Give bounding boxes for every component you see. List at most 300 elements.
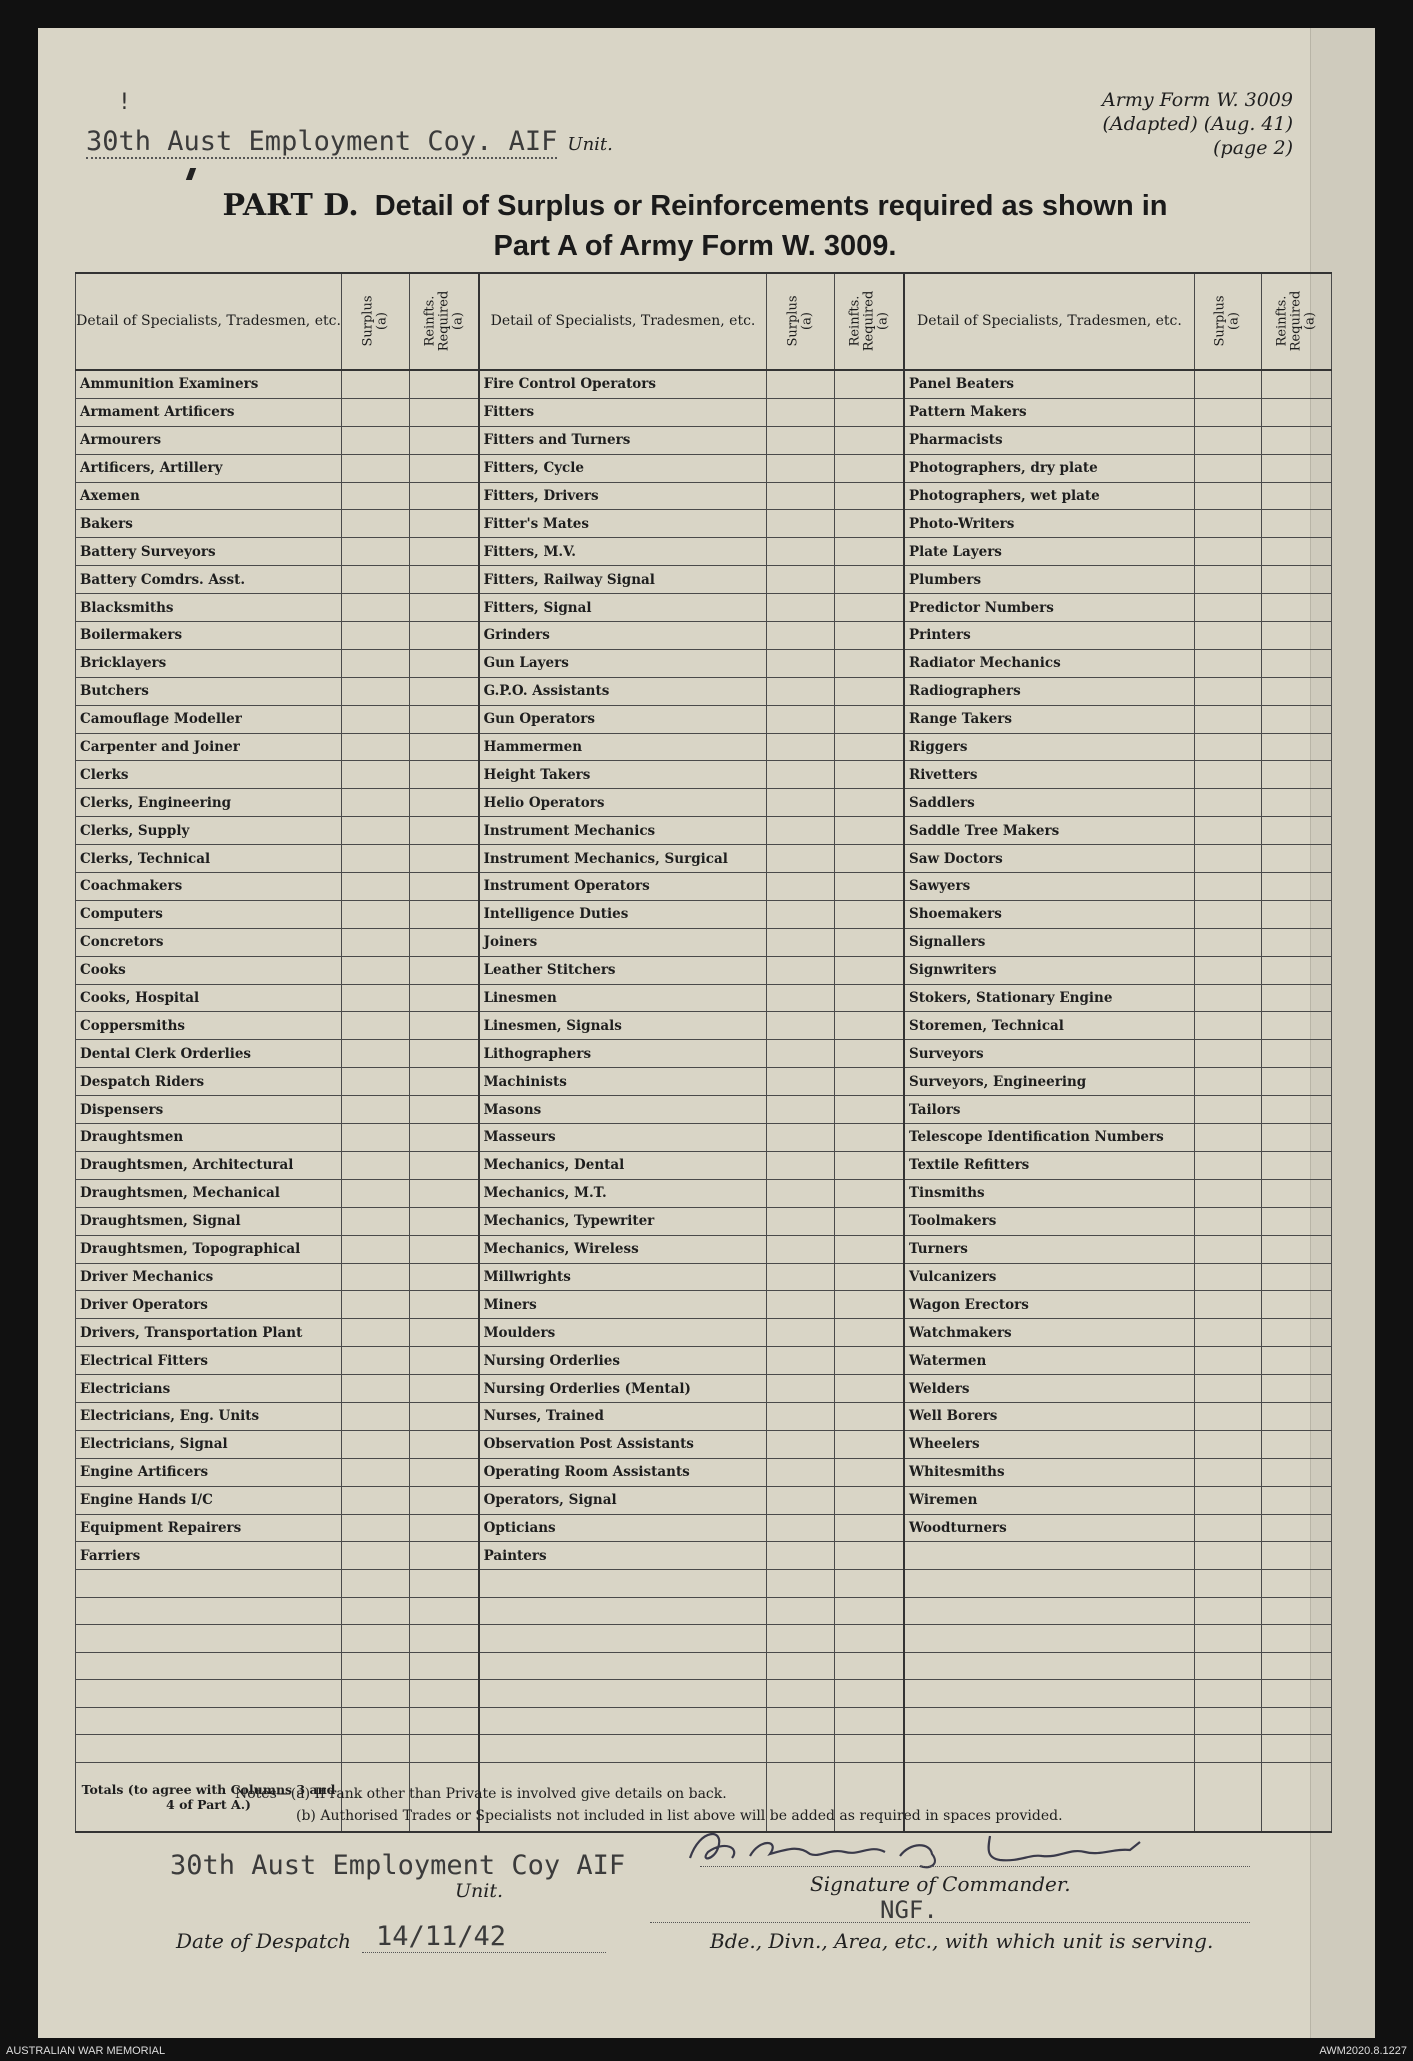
trade-name: Height Takers xyxy=(479,761,767,789)
trade-name: Equipment Repairers xyxy=(76,1514,342,1542)
count-cell xyxy=(835,1430,904,1458)
trade-name: Photographers, wet plate xyxy=(904,482,1194,510)
trade-name: Toolmakers xyxy=(904,1207,1194,1235)
trade-name: Drivers, Transportation Plant xyxy=(76,1319,342,1347)
count-cell xyxy=(835,928,904,956)
trade-name: Armament Artificers xyxy=(76,398,342,426)
count-cell xyxy=(410,873,479,901)
count-cell xyxy=(1194,1151,1261,1179)
count-cell xyxy=(1261,1207,1331,1235)
count-cell xyxy=(1194,454,1261,482)
trade-name: Stokers, Stationary Engine xyxy=(904,984,1194,1012)
count-cell xyxy=(767,705,835,733)
blank-cell xyxy=(410,1570,479,1598)
count-cell xyxy=(1194,845,1261,873)
table-row xyxy=(76,956,1332,984)
trade-name: Farriers xyxy=(76,1542,342,1570)
count-cell xyxy=(410,984,479,1012)
count-cell xyxy=(767,510,835,538)
count-cell xyxy=(342,733,410,761)
count-cell xyxy=(342,1542,410,1570)
count-cell xyxy=(342,817,410,845)
trade-name: Draughtsmen, Mechanical xyxy=(76,1179,342,1207)
trade-name: Nursing Orderlies xyxy=(479,1347,767,1375)
blank-cell xyxy=(410,1625,479,1653)
count-cell xyxy=(342,1040,410,1068)
blank-cell xyxy=(1261,1570,1331,1598)
count-cell xyxy=(1261,566,1331,594)
blank-cell xyxy=(835,1597,904,1625)
count-cell xyxy=(1194,622,1261,650)
count-cell xyxy=(1261,1375,1331,1403)
count-cell xyxy=(835,482,904,510)
trade-name: Bakers xyxy=(76,510,342,538)
trade-name: Range Takers xyxy=(904,705,1194,733)
count-cell xyxy=(1261,622,1331,650)
count-cell xyxy=(767,845,835,873)
blank-cell xyxy=(342,1707,410,1735)
blank-cell xyxy=(342,1652,410,1680)
blank-cell xyxy=(767,1652,835,1680)
header-reinfts-1: Reinfts. Required (a) xyxy=(410,273,479,370)
count-cell xyxy=(1261,733,1331,761)
trade-name: Whitesmiths xyxy=(904,1458,1194,1486)
table-row xyxy=(76,1263,1332,1291)
count-cell xyxy=(1194,1291,1261,1319)
footer-unit-label: Unit. xyxy=(455,1880,504,1902)
count-cell xyxy=(410,398,479,426)
footer-unit xyxy=(170,1850,625,1881)
count-cell xyxy=(767,817,835,845)
count-cell xyxy=(342,482,410,510)
form-number-line3: (page 2) xyxy=(1213,137,1293,159)
count-cell xyxy=(410,594,479,622)
blank-cell xyxy=(479,1652,767,1680)
blank-cell xyxy=(904,1597,1194,1625)
trade-name: Fire Control Operators xyxy=(479,370,767,398)
count-cell xyxy=(342,594,410,622)
count-cell xyxy=(342,1347,410,1375)
count-cell xyxy=(1261,1124,1331,1152)
count-cell xyxy=(767,1347,835,1375)
count-cell xyxy=(1261,1151,1331,1179)
count-cell xyxy=(410,1375,479,1403)
trade-name: Instrument Operators xyxy=(479,873,767,901)
footer-unit-typed: 30th Aust Employment Coy AIF xyxy=(170,1850,626,1881)
table-row xyxy=(76,1375,1332,1403)
count-cell xyxy=(410,1179,479,1207)
count-cell xyxy=(835,622,904,650)
count-cell xyxy=(1194,1263,1261,1291)
count-cell xyxy=(1194,1179,1261,1207)
unit-label: Unit. xyxy=(567,134,613,155)
blank-cell xyxy=(479,1707,767,1735)
trade-name: Nursing Orderlies (Mental) xyxy=(479,1375,767,1403)
trade-name: Surveyors, Engineering xyxy=(904,1068,1194,1096)
count-cell xyxy=(767,956,835,984)
table-row xyxy=(76,900,1332,928)
count-cell xyxy=(410,845,479,873)
trade-name: Mechanics, Dental xyxy=(479,1151,767,1179)
count-cell xyxy=(410,510,479,538)
table-row xyxy=(76,1068,1332,1096)
count-cell xyxy=(1261,1012,1331,1040)
count-cell xyxy=(767,1514,835,1542)
trade-name: Radiator Mechanics xyxy=(904,649,1194,677)
table-row xyxy=(76,426,1332,454)
count-cell xyxy=(342,1319,410,1347)
count-cell xyxy=(767,454,835,482)
blank-cell xyxy=(835,1570,904,1598)
count-cell xyxy=(767,733,835,761)
trade-name: Clerks, Technical xyxy=(76,845,342,873)
count-cell xyxy=(767,370,835,398)
despatch-date: 14/11/42 xyxy=(376,1921,507,1952)
trade-name: Dental Clerk Orderlies xyxy=(76,1040,342,1068)
blank-cell xyxy=(76,1597,342,1625)
count-cell xyxy=(1194,900,1261,928)
count-cell xyxy=(767,1235,835,1263)
count-cell xyxy=(342,1207,410,1235)
trade-name: Clerks, Supply xyxy=(76,817,342,845)
count-cell xyxy=(767,649,835,677)
blank-cell xyxy=(1194,1570,1261,1598)
blank-cell xyxy=(767,1680,835,1708)
count-cell xyxy=(767,1124,835,1152)
count-cell xyxy=(1194,1458,1261,1486)
count-cell xyxy=(835,1012,904,1040)
table-row xyxy=(76,1542,1332,1570)
count-cell xyxy=(410,928,479,956)
count-cell xyxy=(767,1542,835,1570)
blank-cell xyxy=(342,1680,410,1708)
count-cell xyxy=(410,1430,479,1458)
table-row xyxy=(76,1430,1332,1458)
count-cell xyxy=(342,900,410,928)
count-cell xyxy=(1194,1012,1261,1040)
blank-cell xyxy=(1194,1707,1261,1735)
blank-row xyxy=(76,1707,1332,1735)
count-cell xyxy=(767,1458,835,1486)
blank-cell xyxy=(1194,1680,1261,1708)
count-cell xyxy=(767,566,835,594)
count-cell xyxy=(835,1151,904,1179)
count-cell xyxy=(1261,677,1331,705)
table-row xyxy=(76,1012,1332,1040)
count-cell xyxy=(1194,1542,1261,1570)
count-cell xyxy=(342,1151,410,1179)
blank-cell xyxy=(479,1597,767,1625)
table-row xyxy=(76,566,1332,594)
count-cell xyxy=(767,1179,835,1207)
trade-name: Cooks, Hospital xyxy=(76,984,342,1012)
trade-name: Intelligence Duties xyxy=(479,900,767,928)
blank-cell xyxy=(1261,1707,1331,1735)
count-cell xyxy=(410,454,479,482)
count-cell xyxy=(767,1263,835,1291)
count-cell xyxy=(342,984,410,1012)
count-cell xyxy=(1194,370,1261,398)
count-cell xyxy=(342,1096,410,1124)
count-cell xyxy=(835,789,904,817)
trade-name: Predictor Numbers xyxy=(904,594,1194,622)
count-cell xyxy=(1194,1514,1261,1542)
header-surplus-3: Surplus (a) xyxy=(1194,273,1261,370)
table-row xyxy=(76,789,1332,817)
blank-cell xyxy=(904,1735,1194,1763)
trade-name: Fitters, Signal xyxy=(479,594,767,622)
trade-name: Photographers, dry plate xyxy=(904,454,1194,482)
blank-cell xyxy=(835,1680,904,1708)
count-cell xyxy=(835,1347,904,1375)
count-cell xyxy=(1261,705,1331,733)
count-cell xyxy=(1194,1040,1261,1068)
count-cell xyxy=(835,705,904,733)
blank-cell xyxy=(1194,1625,1261,1653)
count-cell xyxy=(835,594,904,622)
table-row xyxy=(76,510,1332,538)
count-cell xyxy=(1261,789,1331,817)
count-cell xyxy=(410,1012,479,1040)
table-row xyxy=(76,733,1332,761)
count-cell xyxy=(1194,1402,1261,1430)
trade-name: Wheelers xyxy=(904,1430,1194,1458)
trade-name: Hammermen xyxy=(479,733,767,761)
trade-name: Observation Post Assistants xyxy=(479,1430,767,1458)
trade-name: Signwriters xyxy=(904,956,1194,984)
trade-name: Engine Artificers xyxy=(76,1458,342,1486)
count-cell xyxy=(835,1542,904,1570)
count-cell xyxy=(1261,1430,1331,1458)
count-cell xyxy=(410,426,479,454)
count-cell xyxy=(767,622,835,650)
count-cell xyxy=(410,1514,479,1542)
blank-cell xyxy=(410,1597,479,1625)
count-cell xyxy=(835,845,904,873)
count-cell xyxy=(767,1291,835,1319)
blank-cell xyxy=(76,1652,342,1680)
count-cell xyxy=(410,482,479,510)
trade-name: Helio Operators xyxy=(479,789,767,817)
blank-cell xyxy=(835,1735,904,1763)
blank-cell xyxy=(1261,1652,1331,1680)
count-cell xyxy=(835,956,904,984)
count-cell xyxy=(1261,454,1331,482)
count-cell xyxy=(767,1040,835,1068)
trade-name: Storemen, Technical xyxy=(904,1012,1194,1040)
count-cell xyxy=(835,649,904,677)
count-cell xyxy=(1261,1179,1331,1207)
serving-line xyxy=(650,1922,1250,1923)
trade-name: Operating Room Assistants xyxy=(479,1458,767,1486)
blank-cell xyxy=(835,1625,904,1653)
form-number-line2: (Adapted) (Aug. 41) xyxy=(1102,113,1293,135)
count-cell xyxy=(1194,677,1261,705)
count-cell xyxy=(410,733,479,761)
count-cell xyxy=(1261,649,1331,677)
trade-name: Butchers xyxy=(76,677,342,705)
count-cell xyxy=(1261,426,1331,454)
trade-name: Electrical Fitters xyxy=(76,1347,342,1375)
serving-label: Bde., Divn., Area, etc., with which unit is serving. xyxy=(710,1929,1214,1953)
trade-name: Millwrights xyxy=(479,1263,767,1291)
count-cell xyxy=(835,426,904,454)
count-cell xyxy=(1194,733,1261,761)
trade-name: Painters xyxy=(479,1542,767,1570)
table-row xyxy=(76,873,1332,901)
trade-name: Pattern Makers xyxy=(904,398,1194,426)
table-row xyxy=(76,1402,1332,1430)
trade-name: Electricians xyxy=(76,1375,342,1403)
count-cell xyxy=(767,1402,835,1430)
count-cell xyxy=(767,677,835,705)
table-row xyxy=(76,1486,1332,1514)
count-cell xyxy=(410,677,479,705)
count-cell xyxy=(410,1068,479,1096)
blank-cell xyxy=(410,1680,479,1708)
count-cell xyxy=(410,817,479,845)
blank-cell xyxy=(1194,1735,1261,1763)
totals-cell xyxy=(1194,1762,1261,1832)
count-cell xyxy=(342,1402,410,1430)
blank-cell xyxy=(767,1625,835,1653)
table-row xyxy=(76,1124,1332,1152)
count-cell xyxy=(1194,761,1261,789)
trade-name: Mechanics, Typewriter xyxy=(479,1207,767,1235)
trade-name: Signallers xyxy=(904,928,1194,956)
trade-name: Shoemakers xyxy=(904,900,1194,928)
table-row xyxy=(76,1319,1332,1347)
trade-name: Camouflage Modeller xyxy=(76,705,342,733)
count-cell xyxy=(835,1486,904,1514)
pencil-mark: ! xyxy=(120,90,129,115)
trade-name: Driver Operators xyxy=(76,1291,342,1319)
trade-name: Instrument Mechanics xyxy=(479,817,767,845)
table-row xyxy=(76,1514,1332,1542)
count-cell xyxy=(410,1096,479,1124)
count-cell xyxy=(767,1319,835,1347)
count-cell xyxy=(1194,956,1261,984)
trade-name: Bricklayers xyxy=(76,649,342,677)
count-cell xyxy=(835,538,904,566)
blank-cell xyxy=(76,1707,342,1735)
trade-name: Sawyers xyxy=(904,873,1194,901)
count-cell xyxy=(1261,370,1331,398)
blank-cell xyxy=(1261,1680,1331,1708)
count-cell xyxy=(342,761,410,789)
trade-name: Pharmacists xyxy=(904,426,1194,454)
count-cell xyxy=(1261,928,1331,956)
trade-name: Radiographers xyxy=(904,677,1194,705)
trade-name: Engine Hands I/C xyxy=(76,1486,342,1514)
count-cell xyxy=(1261,1040,1331,1068)
table-row xyxy=(76,817,1332,845)
count-cell xyxy=(342,1235,410,1263)
blank-row xyxy=(76,1570,1332,1598)
trade-name: Watchmakers xyxy=(904,1319,1194,1347)
table-row xyxy=(76,928,1332,956)
trade-name: Draughtsmen, Architectural xyxy=(76,1151,342,1179)
count-cell xyxy=(835,900,904,928)
header-detail-2: Detail of Specialists, Tradesmen, etc. xyxy=(479,273,767,370)
header-reinfts-2: Reinfts. Required (a) xyxy=(835,273,904,370)
trade-name: Blacksmiths xyxy=(76,594,342,622)
count-cell xyxy=(342,566,410,594)
blank-cell xyxy=(479,1735,767,1763)
trade-name: Operators, Signal xyxy=(479,1486,767,1514)
count-cell xyxy=(835,1207,904,1235)
blank-row xyxy=(76,1625,1332,1653)
count-cell xyxy=(835,1068,904,1096)
blank-row xyxy=(76,1735,1332,1763)
count-cell xyxy=(1261,1319,1331,1347)
count-cell xyxy=(1194,1068,1261,1096)
trade-name: Tailors xyxy=(904,1096,1194,1124)
blank-cell xyxy=(835,1652,904,1680)
trade-name: Draughtsmen, Topographical xyxy=(76,1235,342,1263)
serving-value: NGF. xyxy=(880,1896,938,1924)
header-surplus-2: Surplus (a) xyxy=(767,273,835,370)
count-cell xyxy=(835,1235,904,1263)
trade-name: Artificers, Artillery xyxy=(76,454,342,482)
blank-cell xyxy=(1261,1735,1331,1763)
header-detail-3: Detail of Specialists, Tradesmen, etc. xyxy=(904,273,1194,370)
count-cell xyxy=(1194,1096,1261,1124)
table-row xyxy=(76,1235,1332,1263)
count-cell xyxy=(1194,1235,1261,1263)
count-cell xyxy=(1261,1514,1331,1542)
archive-left: AUSTRALIAN WAR MEMORIAL xyxy=(6,2045,166,2057)
blank-cell xyxy=(1261,1597,1331,1625)
count-cell xyxy=(835,1263,904,1291)
count-cell xyxy=(1261,873,1331,901)
count-cell xyxy=(835,761,904,789)
count-cell xyxy=(1261,1096,1331,1124)
trade-name: Joiners xyxy=(479,928,767,956)
count-cell xyxy=(767,538,835,566)
count-cell xyxy=(767,984,835,1012)
trade-name: Nurses, Trained xyxy=(479,1402,767,1430)
trade-name: Saddlers xyxy=(904,789,1194,817)
trade-name: Despatch Riders xyxy=(76,1068,342,1096)
count-cell xyxy=(410,956,479,984)
count-cell xyxy=(342,1458,410,1486)
trade-name: Turners xyxy=(904,1235,1194,1263)
count-cell xyxy=(767,426,835,454)
trade-name: Battery Comdrs. Asst. xyxy=(76,566,342,594)
count-cell xyxy=(1261,1542,1331,1570)
table-row xyxy=(76,538,1332,566)
count-cell xyxy=(1194,817,1261,845)
trade-name: Fitters and Turners xyxy=(479,426,767,454)
trade-name: Clerks, Engineering xyxy=(76,789,342,817)
count-cell xyxy=(342,454,410,482)
trade-name: Saw Doctors xyxy=(904,845,1194,873)
count-cell xyxy=(410,1124,479,1152)
count-cell xyxy=(767,594,835,622)
trade-name: Panel Beaters xyxy=(904,370,1194,398)
blank-cell xyxy=(904,1625,1194,1653)
count-cell xyxy=(342,873,410,901)
blank-cell xyxy=(479,1680,767,1708)
count-cell xyxy=(835,1458,904,1486)
count-cell xyxy=(1261,1235,1331,1263)
trade-name: Computers xyxy=(76,900,342,928)
trade-name: Instrument Mechanics, Surgical xyxy=(479,845,767,873)
trade-name: Linesmen xyxy=(479,984,767,1012)
trade-name: Moulders xyxy=(479,1319,767,1347)
trade-name: Miners xyxy=(479,1291,767,1319)
